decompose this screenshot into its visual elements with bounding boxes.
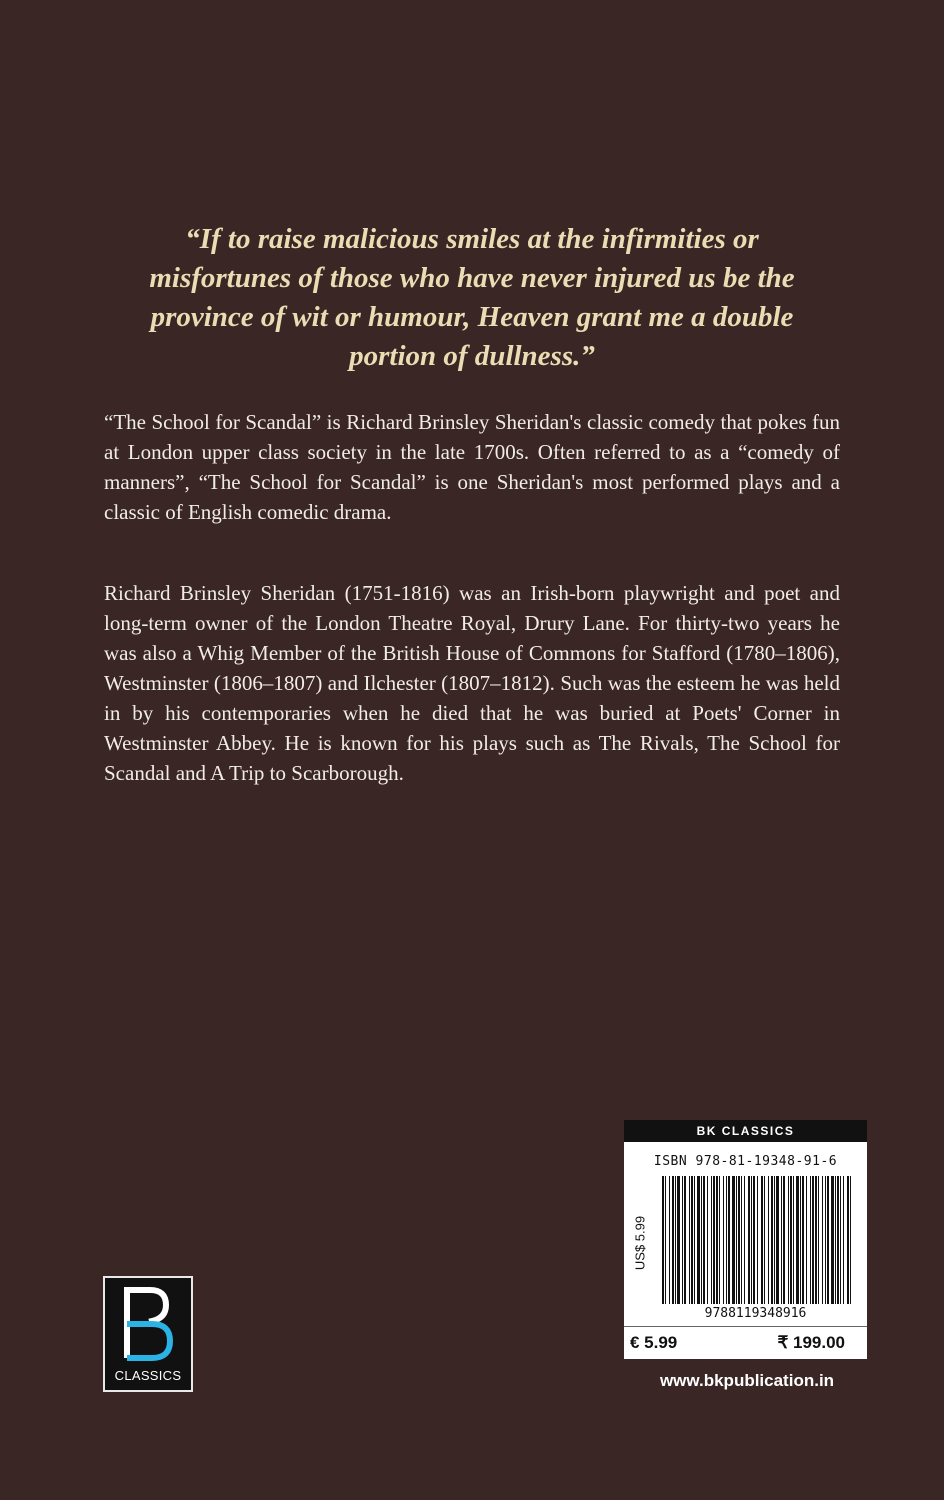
barcode-bar [825,1176,826,1304]
bk-logo-icon [122,1286,174,1362]
barcode-bar [726,1176,727,1304]
barcode-bar [691,1176,693,1304]
barcode-bar [843,1176,844,1304]
barcode-bar [774,1176,775,1304]
barcode-bar [827,1176,829,1304]
barcode-bar [665,1176,666,1304]
barcode-bar [732,1176,735,1304]
barcode-bar [831,1176,834,1304]
bk-classics-logo [103,1276,193,1392]
barcode-bar [793,1176,794,1304]
barcode-bar [694,1176,695,1304]
barcode-header: BK CLASSICS [624,1120,867,1142]
barcode-bar [800,1176,801,1304]
barcode-bar [744,1176,745,1304]
barcode-bar [751,1176,752,1304]
barcode-bar [788,1176,789,1304]
barcode-bar [741,1176,742,1304]
barcode-bar [697,1176,700,1304]
barcode-bar [684,1176,686,1304]
logo-label: CLASSICS [114,1368,182,1383]
barcode-bar [812,1176,814,1304]
barcode-bar [796,1176,799,1304]
usd-price-container [630,1188,650,1298]
barcode-bar [716,1176,718,1304]
barcode-bar [748,1176,750,1304]
barcode-bar [806,1176,807,1304]
back-cover-quote: “If to raise malicious smiles at the infirmities or misfortunes of those who have never injured us be the province of wit or humour, Heaven grant me a double portion of dullness.” [149,223,795,372]
barcode-bar [753,1176,755,1304]
barcode-bar [669,1176,670,1304]
barcode-bar [719,1176,720,1304]
barcode-number: 9788119348916 [704,1306,807,1321]
barcode-bar [728,1176,730,1304]
barcode-bar [761,1176,763,1304]
barcode-bars [660,1176,856,1304]
barcode-bar [840,1176,841,1304]
barcode-panel [624,1120,867,1359]
barcode-bar [850,1176,851,1304]
barcode-bar [790,1176,792,1304]
barcode-bar [783,1176,785,1304]
euro-price: € 5.99 [630,1333,678,1352]
author-bio-paragraph: Richard Brinsley Sheridan (1751-1816) was an Irish-born playwright and poet and long-term owner of the London Theatre Royal, Drury Lane. For thirty-two years he was also a Whig Member of the British House of Commons for Stafford (1780–1806), Westminster (1806–1807) and Ilchester (1807–1812). Such was the esteem he was held in by his contemporaries when he died that he was buried at Poets' Corner in Westminster Abbey. He is known for his plays such as The Rivals, The School for Scandal and A Trip to Scarborough. [104,581,840,785]
barcode-bar [847,1176,849,1304]
barcode-bar [768,1176,769,1304]
barcode-bar [682,1176,683,1304]
barcode-bar [713,1176,715,1304]
rupee-price: ₹ 199.00 [777,1333,845,1352]
isbn-label: ISBN 978-81-19348-91-6 [653,1154,838,1169]
barcode-bar [822,1176,823,1304]
publisher-website: www.bkpublication.in [659,1371,835,1390]
barcode-bar [711,1176,712,1304]
barcode-bar [764,1176,765,1304]
barcode-bar [707,1176,708,1304]
description-paragraph: “The School for Scandal” is Richard Brinsley Sheridan's classic comedy that pokes fun at London upper class society in the late 1700s. Often referred to as a “comedy of manners”, “The School for Scandal” is one Sheridan's most performed plays and a classic of English comedic drama. [104,410,840,524]
barcode-bar [810,1176,811,1304]
barcode-bar [835,1176,836,1304]
barcode-bar [757,1176,758,1304]
barcode-bar [736,1176,737,1304]
barcode-bar [781,1176,782,1304]
barcode-bar [802,1176,804,1304]
barcode-bar [776,1176,779,1304]
barcode-bar [703,1176,705,1304]
barcode-bar [818,1176,819,1304]
price-row [624,1326,867,1355]
barcode-bar [677,1176,680,1304]
barcode-bar [662,1176,664,1304]
usd-price: US$ 5.99 [632,1215,648,1271]
barcode-bar [837,1176,839,1304]
barcode-bar [701,1176,702,1304]
barcode-bar [771,1176,773,1304]
barcode-bar [672,1176,674,1304]
barcode-bar [723,1176,724,1304]
barcode-bar [675,1176,676,1304]
barcode-bar [738,1176,740,1304]
barcode-bar [689,1176,690,1304]
barcode-bar [815,1176,817,1304]
